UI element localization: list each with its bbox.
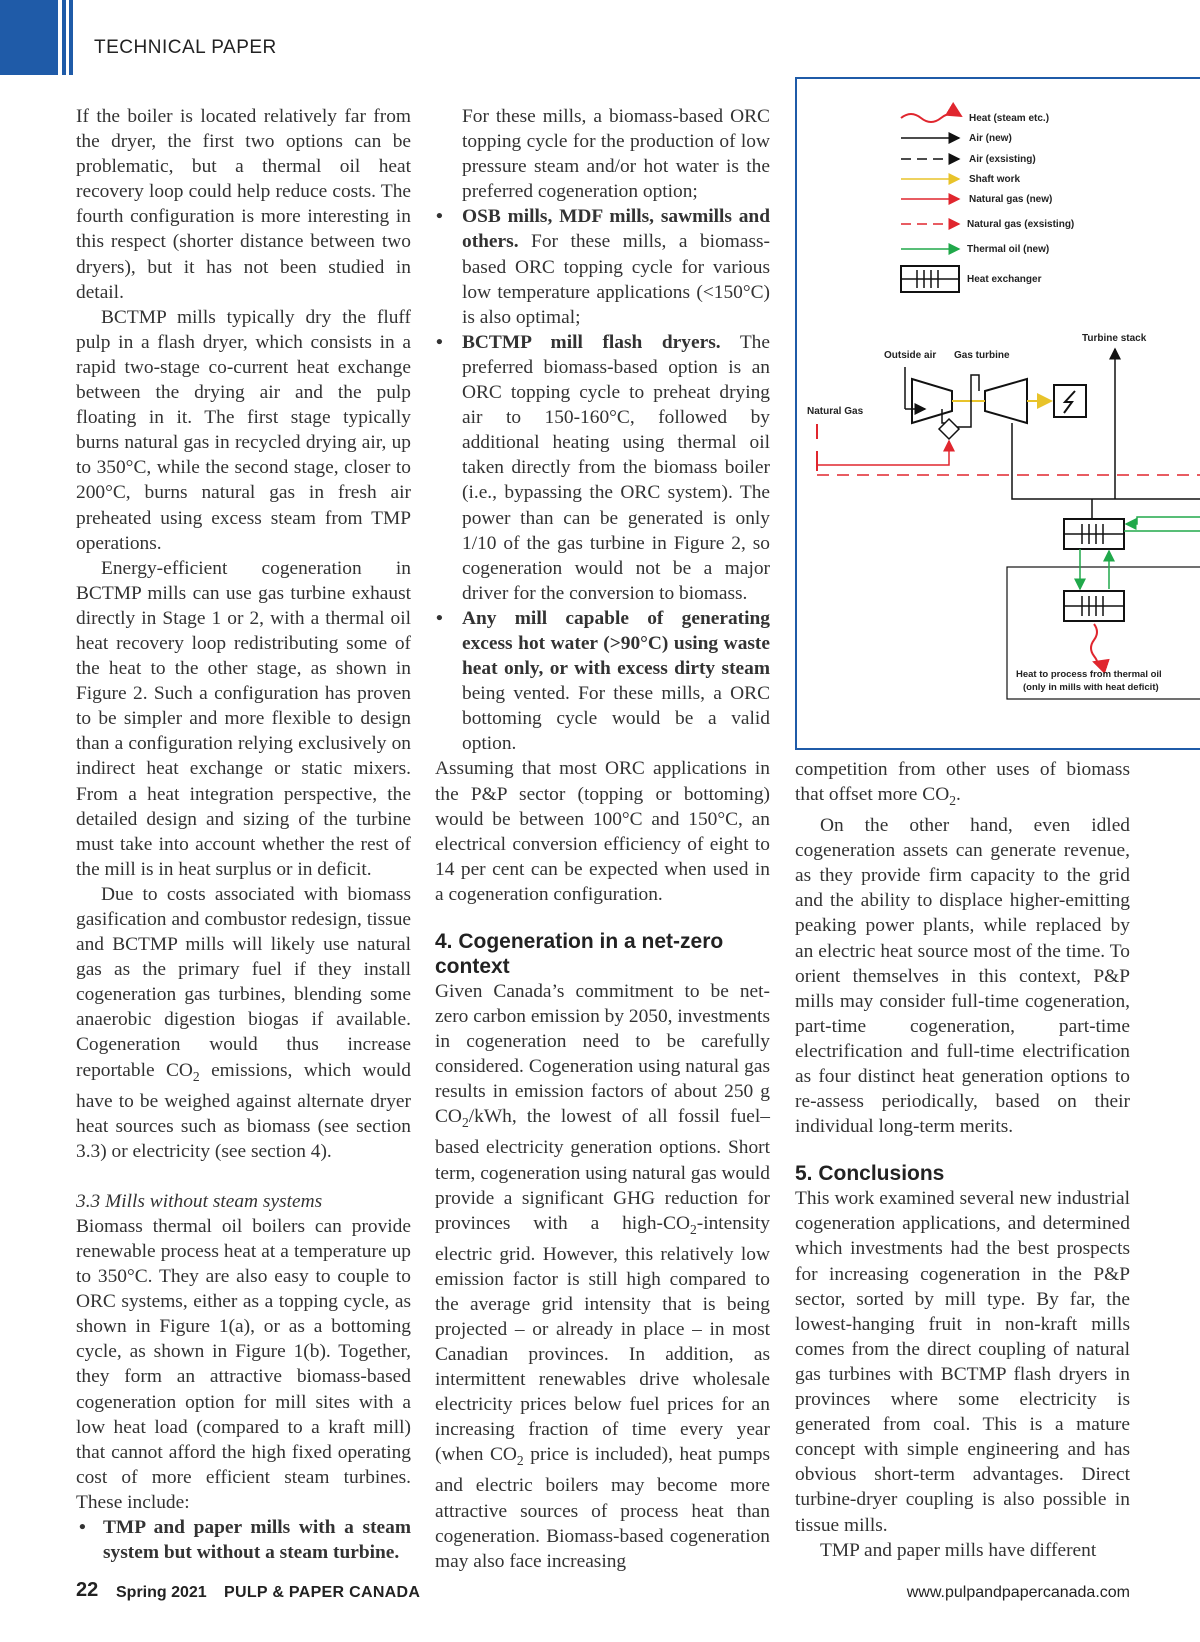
- bullet-bold-text: Any mill capable of generating excess hot water (>90°C) using waste heat only, or with excess dirty steam: [462, 607, 770, 680]
- column-3: [795, 757, 1130, 1563]
- legend-oil-label: Thermal oil (new): [967, 244, 1050, 255]
- turbine-icon: [985, 379, 1027, 423]
- paragraph: For these mills, a biomass-based ORC topping cycle for the production of low pressure steam and/or hot water is the preferred cogeneration option;: [462, 106, 770, 203]
- header-stripe: [69, 0, 73, 75]
- website-url[interactable]: www.pulpandpapercanada.com: [906, 1584, 1130, 1601]
- header-stripe: [62, 0, 66, 75]
- paragraph: On the other hand, even idled cogeneration assets can generate revenue, as they provide firm capacity to the grid and the ability to displace higher-emitting peaking power plants, while replaced by an electric heat source most of the time. To orient themselves in this context, P&P mills may consider full-time cogeneration, part-time cogeneration, part-time electrification and full-time electrification as four distinct heat generation options to re-assess periodically, based on their individual long-term merits.: [795, 815, 1130, 1138]
- heat-output-line: [1091, 624, 1097, 662]
- bullet-list: [76, 1515, 411, 1565]
- section-heading: 4. Cogeneration in a net-zero context: [435, 930, 724, 978]
- turbine-stack-label: Turbine stack: [1082, 333, 1147, 344]
- subscript: 2: [689, 1221, 697, 1237]
- page-number: 22: [76, 1579, 99, 1601]
- header-color-tab: [0, 0, 58, 75]
- text-run: competition from other uses of biomass that offset more CO: [795, 759, 1130, 806]
- legend-air-new-label: Air (new): [969, 133, 1012, 144]
- bullet-bold-text: BCTMP mill flash dryers.: [462, 331, 721, 353]
- paragraph: [795, 757, 1130, 813]
- column-1: [76, 104, 411, 1565]
- column-2: [435, 104, 770, 1574]
- paragraph: Biomass thermal oil boilers can provide renewable process heat at a temperature up to 350°C. They are also easy to couple to ORC systems, either as a topping cycle, as shown in Figure 1(a), or as a bottoming cycle, as shown in Figure 1(b). Together, they form an attractive biomass-based cogeneration option for mill sites with a low heat load (compared to a kraft mill) that cannot afford the high fixed operating cost of more efficient steam turbines. These include:: [76, 1215, 411, 1513]
- thermal-oil-return: [1126, 517, 1200, 524]
- legend-shaft-label: Shaft work: [969, 174, 1021, 185]
- list-item: [435, 606, 770, 757]
- heat-exchanger-2-icon: [1064, 591, 1124, 621]
- heat-to-process-label: Heat to process from thermal oil: [1016, 669, 1162, 680]
- text-run: -intensity electric grid. However, this relatively low emission factor is still high compared to the average grid intensity that is being projected – or already in place – in most Canadian provinces. In addition, as intermittent renewables drive wholesale electricity prices below fuel prices for an increasing fraction of time every year (when CO: [435, 1212, 770, 1466]
- section-label: TECHNICAL PAPER: [94, 37, 277, 58]
- text-run: Given Canada’s commitment to be net-zero carbon emission by 2050, investments in cogeneration need to be carefully considered. Cogeneration using natural gas results in emission factors of about 250 g CO: [435, 981, 770, 1128]
- paragraph: This work examined several new industrial cogeneration applications, and determined which investments had the best prospects for increasing cogeneration in the P&P sector, sorted by mill type. By far, the lowest-hanging fruit in non-kraft mills comes from the direct coupling of natural gas turbines with BCTMP flash dryers in provinces where some electricity is generated from coal. This is a mature concept with simple engineering and has obvious short-term advantages. Direct turbine-dryer coupling is also possible in tissue mills.: [795, 1188, 1130, 1536]
- turbine-exhaust-line: [1012, 423, 1200, 499]
- paragraph: Energy-efficient cogeneration in BCTMP mills can use gas turbine exhaust directly in Stage 1 or 2, with a thermal oil heat recovery loop redistributing some of the heat to the other stage, as shown in Figure 2. Such a configuration has proven to be simpler and more flexible to design than a configuration relying exclusively on indirect heat exchange or static mixers. From a heat integration perspective, the detailed design and sizing of the turbine must take into account whether the rest of the mill is in heat surplus or in deficit.: [76, 557, 411, 880]
- heat-to-process-note: (only in mills with heat deficit): [1023, 682, 1159, 693]
- paragraph: TMP and paper mills have different: [820, 1539, 1097, 1561]
- compressor-icon: [912, 379, 952, 423]
- legend-gas-existing-label: Natural gas (exsisting): [967, 219, 1075, 230]
- bullet-text: The preferred biomass-based option is an ORC topping cycle to preheat drying air to 150-160°C, followed by additional heating using thermal oil taken directly from the biomass boiler (i.e., bypassing the ORC system). The power than can be generated is only 1/10 of the gas turbine in Figure 2, so cogeneration would not be a major driver for the conversion to biomass.: [462, 331, 770, 604]
- legend-hx-icon: [901, 266, 959, 292]
- text-run: .: [956, 784, 961, 806]
- subscript: 2: [461, 1115, 469, 1131]
- figure-2-diagram: [795, 77, 1200, 750]
- legend-heat-line: [901, 113, 961, 122]
- gas-to-combustor: [817, 441, 949, 471]
- legend-hx-label: Heat exchanger: [967, 274, 1042, 285]
- paragraph: If the boiler is located relatively far from the dryer, the first two options can be problematic, but a thermal oil heat recovery loop could help reduce costs. The fourth configuration is more interesting in this respect (shorter distance between two dryers), but it has not been studied in detail.: [76, 106, 411, 303]
- gas-turbine-label: Gas turbine: [954, 350, 1010, 361]
- list-item: [435, 330, 770, 606]
- section-heading: 5. Conclusions: [795, 1162, 945, 1186]
- bullet-text: For these mills, a biomass-based ORC topping cycle for various low temperature applications (<150°C) is also optimal;: [462, 231, 770, 328]
- subscript: 2: [516, 1453, 524, 1469]
- bullet-bold-text: OSB mills, MDF mills, sawmills and others.: [462, 206, 770, 253]
- list-item: [435, 204, 770, 329]
- diagram-svg: [797, 79, 1200, 750]
- bullet-text: being vented. For these mills, a ORC bottoming cycle would be a valid option.: [462, 683, 770, 755]
- subscript: 2: [949, 792, 956, 808]
- paragraph: Assuming that most ORC applications in the P&P sector (topping or bottoming) would be between 100°C and 150°C, an electrical conversion efficiency of eight to 14 per cent can be expected when used in a cogeneration configuration.: [435, 758, 770, 905]
- natural-gas-label: Natural Gas: [807, 406, 864, 417]
- paragraph: [435, 979, 770, 1574]
- text-run: price is included), heat pumps and electric boilers may become more attractive sources of process heat than cogeneration. Biomass-based cogeneration may also face increasing: [435, 1444, 770, 1572]
- paragraph: [76, 882, 411, 1164]
- list-item: [76, 1515, 411, 1565]
- magazine-name: PULP & PAPER CANADA: [224, 1584, 421, 1601]
- subsection-heading: 3.3 Mills without steam systems: [76, 1190, 323, 1212]
- issue-season: Spring 2021: [116, 1584, 207, 1601]
- subscript: 2: [192, 1068, 200, 1084]
- heat-exchanger-1-icon: [1064, 519, 1124, 549]
- bullet-list: [435, 204, 770, 756]
- text-run: /kWh, the lowest of all fossil fuel–based electricity generation options. Short term, cogeneration using natural gas would provide a significant GHG reduction for provinces with a high-CO: [435, 1106, 770, 1234]
- legend-gas-new-label: Natural gas (new): [969, 194, 1053, 205]
- legend-air-existing-label: Air (exsisting): [969, 154, 1036, 165]
- legend-heat-label: Heat (steam etc.): [969, 113, 1050, 124]
- generator-icon: [1054, 385, 1086, 417]
- text-run: Due to costs associated with biomass gasification and combustor redesign, tissue and BCTMP mills will likely use natural gas as the primary fuel if they install cogeneration gas turbines, blending some anaerobic digestion biogas if available. Cogeneration would thus increase reportable CO: [76, 883, 411, 1081]
- text-run: emissions, which would have to be weighed against alternate dryer heat sources such as biomass (see section 3.3) or electricity (see section 4).: [76, 1059, 411, 1162]
- outside-air-label: Outside air: [884, 350, 937, 361]
- bullet-bold-text: TMP and paper mills with a steam system but without a steam turbine.: [103, 1517, 411, 1564]
- paragraph: BCTMP mills typically dry the fluff pulp in a flash dryer, which consists in a rapid two-stage co-current heat exchange between the drying air and the pulp floating in it. The first stage typically burns natural gas in recycled drying air, up to 350°C, while the second stage, closer to 200°C, burns natural gas in fresh air preheated using excess steam from TMP operations.: [76, 306, 411, 554]
